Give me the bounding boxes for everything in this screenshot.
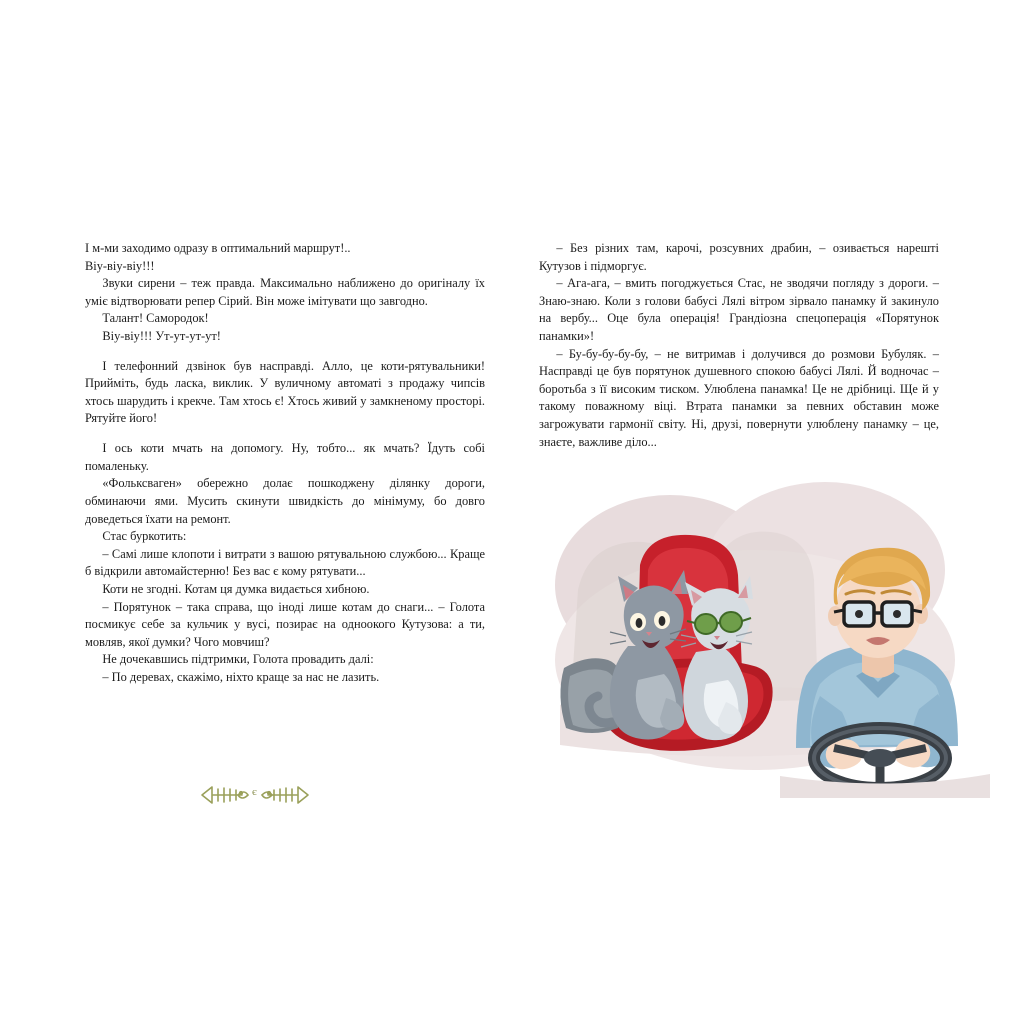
dashboard <box>780 774 990 798</box>
paragraph: І телефонний дзвінок був насправді. Алло, це коти-рятувальники! Прийміть, будь ласка, виклик. У вуличному автоматі з продажу чипсів хтось шарудить і крекче. Там хтось є! Хтось живий у замкненому просторі. Рятуйте його! <box>85 358 485 426</box>
paragraph: – Самі лише клопоти і витрати з вашою рятувальною службою... Краще б відкрили автомайстерню! Без вас є кому рятувати... <box>85 546 485 579</box>
illustration-svg <box>520 470 990 800</box>
paragraph: – Ага-ага, – вмить погоджується Стас, не зводячи погляду з дороги. – Знаю-знаю. Коли з голови бабусі Лялі вітром зірвало панамку й закинуло на вербу... Оце була операція! Грандіозна спецоперація «Порятунок панамки»! <box>539 276 939 344</box>
paragraph: Звуки сирени – теж правда. Максимально наближено до оригіналу їх уміє відтворювати репер Сірий. Він може імітувати що завгодно. <box>85 276 485 308</box>
paragraph: – Порятунок – така справа, що іноді лише котам до снаги... – Голота посмикує себе за кульчик у вусі, позирає на одноокого Кутузова: а ти, мовляв, якої думки? Чого мовчиш? <box>85 599 485 649</box>
ornament-letter: є <box>252 786 257 798</box>
paragraph: Не дочекавшись підтримки, Голота провадить далі: <box>102 652 374 667</box>
paragraph: Коти не згодні. Котам ця думка видається хибною. <box>102 581 370 596</box>
paragraph: Віу-віу-віу!!! <box>85 258 155 273</box>
cats-and-driver-in-car-illustration <box>520 470 990 800</box>
paragraph: Віу-віу!!! Ут-ут-ут-ут! <box>102 329 221 344</box>
right-page-text-column <box>539 240 939 451</box>
paragraph: – Бу-бу-бу-бу-бу, – не витримав і долучився до розмови Бубуляк. – Насправді це був порятунок душевного спокою бабусі Лялі. Й водночас – боротьба з її високим тиском. Улюблена панамка! Це не дрібниці. Ще й у такому поважному віці. Втрата панамки за певних обставин може загрожувати гармонії світу. Ні, друзі, повернути улюблену панамку – це, знаєте, важливе діло... <box>539 346 939 449</box>
paragraph: «Фольксваген» обережно долає пошкоджену ділянку дороги, обминаючи ями. Мусить скинути швидкість до мінімуму, бо довго доведеться їхати на ремонт. <box>85 476 485 526</box>
fish-bone-divider <box>196 778 316 812</box>
paragraph: Стас буркотить: <box>102 529 187 544</box>
paragraph: – Без різних там, карочі, розсувних драбин, – озивається нарешті Кутузов і підморгує. <box>539 241 939 273</box>
paragraph: І м-ми заходимо одразу в оптимальний маршрут!.. <box>85 241 351 255</box>
paragraph: Талант! Самородок! <box>102 311 209 326</box>
left-page-text-column <box>85 240 485 687</box>
paragraph: – По деревах, скажімо, ніхто краще за нас не лазить. <box>102 670 380 685</box>
paragraph: І ось коти мчать на допомогу. Ну, тобто... як мчать? Їдуть собі помаленьку. <box>85 441 485 473</box>
